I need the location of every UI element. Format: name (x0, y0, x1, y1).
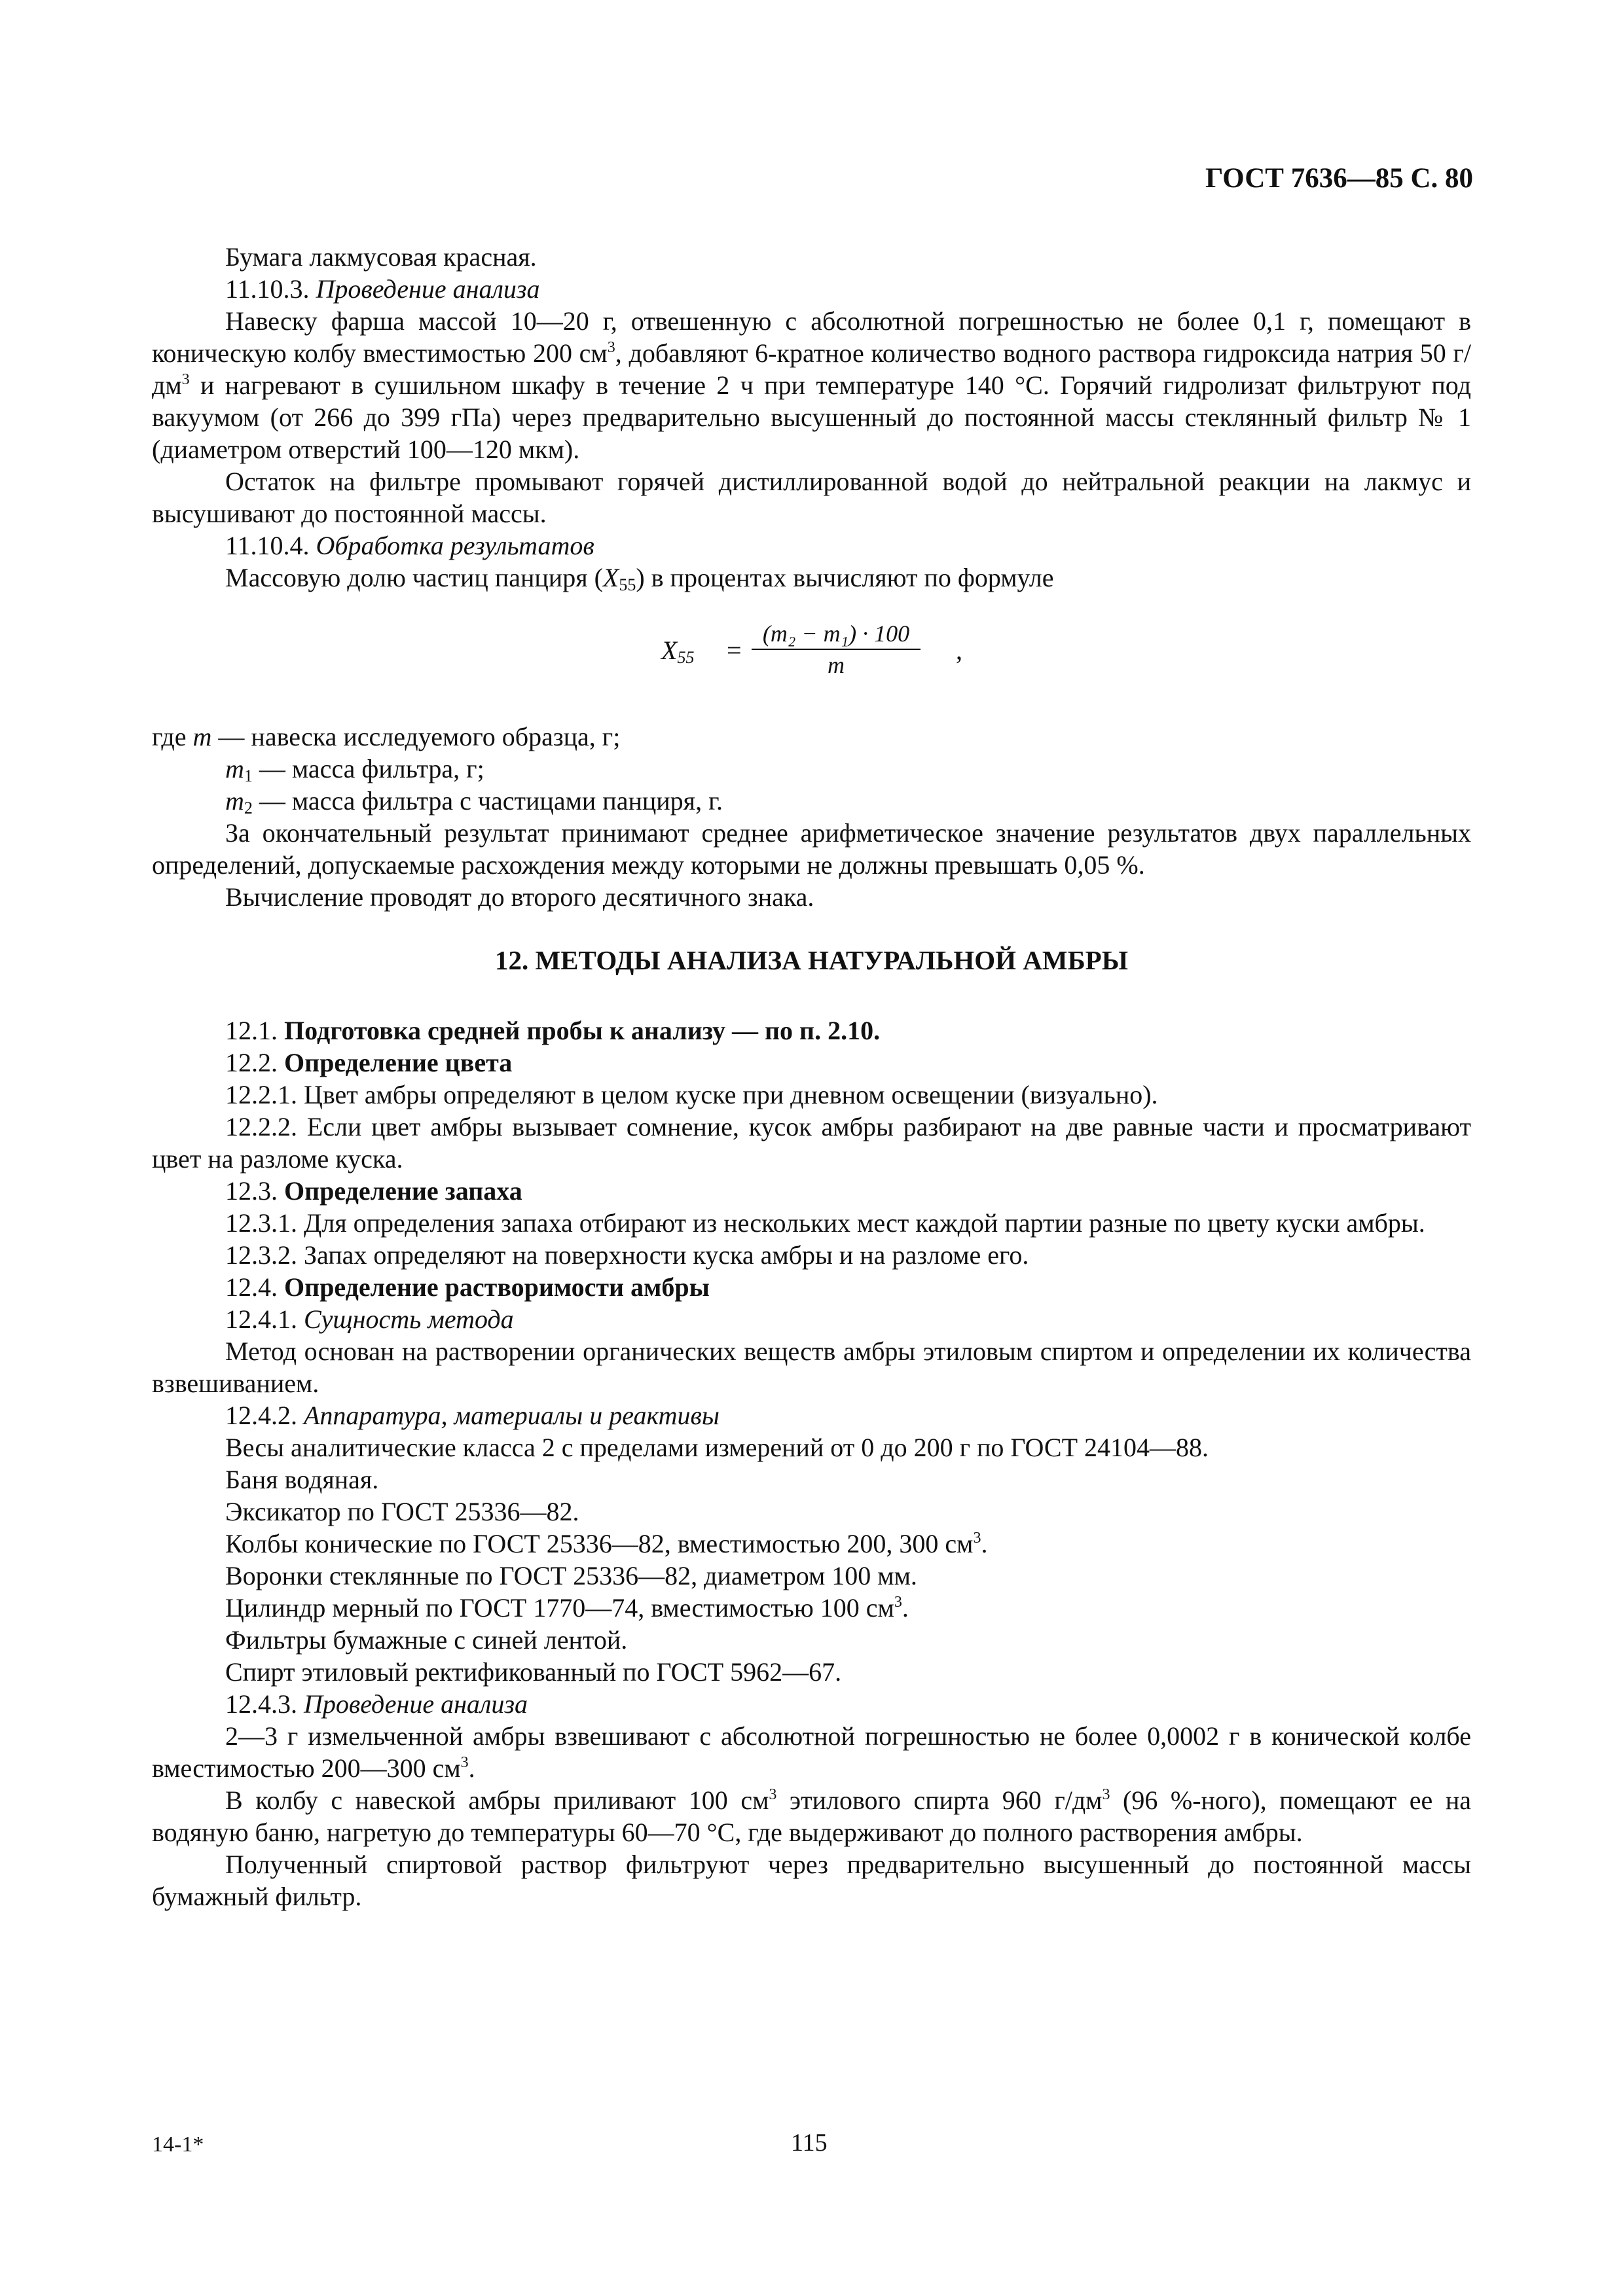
equipment-item: Колбы конические по ГОСТ 25336—82, вместимостью 200, 300 $см^3$. (225, 1529, 988, 1558)
document-body (152, 241, 1471, 1912)
subsection-heading: 11.10.3. Проведение анализа (225, 274, 540, 304)
subsection-heading: 12.1. Подготовка средней пробы к анализу — по п. 2.10. (225, 1016, 881, 1045)
formula-lhs: $X_{55}$ (661, 636, 695, 667)
paragraph: 12.2.1. Цвет амбры определяют в целом куске при дневном освещении (визуально). (225, 1080, 1158, 1109)
subsection-heading: 12.4.3. Проведение анализа (225, 1689, 528, 1719)
paragraph: Метод основан на растворении органических веществ амбры этиловым спиртом и определении их количества взвешиванием. (152, 1336, 1471, 1398)
formula (152, 620, 1471, 692)
subsection-heading: 12.4.1. Сущность метода (225, 1304, 514, 1334)
paragraph: Остаток на фильтре промывают горячей дистиллированной водой до нейтральной реакции на лакмус и высушивают до постоянной массы. (152, 467, 1471, 528)
subsection-heading: 12.2. Определение цвета (225, 1048, 513, 1077)
subsection-heading: 12.4.2. Аппаратура, материалы и реактивы (225, 1401, 720, 1430)
page-header: ГОСТ 7636—85 С. 80 (1205, 163, 1473, 194)
equipment-item: Эксикатор по ГОСТ 25336—82. (225, 1497, 579, 1526)
page-number: 115 (791, 2129, 828, 2157)
equipment-item: Фильтры бумажные с синей лентой. (225, 1625, 628, 1655)
section-title: 12. МЕТОДЫ АНАЛИЗА НАТУРАЛЬНОЙ АМБРЫ (494, 945, 1128, 975)
equipment-item: Воронки стеклянные по ГОСТ 25336—82, диаметром 100 мм. (225, 1561, 917, 1590)
where-line: где m — навеска исследуемого образца, г; (152, 722, 621, 751)
paragraph: В колбу с навеской амбры приливают 100 $см^3$ этилового спирта 960 $г/дм^3$ (96 %-ного), помещают ее на водяную баню, нагретую до температуры 60—70 °С, где выдерживают до полного растворения амбры. (152, 1785, 1471, 1847)
paragraph: Массовую долю частиц панциря $(X_{55})$ в процентах вычисляют по формуле (225, 563, 1054, 594)
formula-numerator: (m₂ − m₁) · 100 (762, 620, 910, 647)
equipment-item: Спирт этиловый ректификованный по ГОСТ 5962—67. (225, 1657, 842, 1687)
equipment-item: Цилиндр мерный по ГОСТ 1770—74, вместимостью 100 $см^3$. (225, 1593, 909, 1623)
subsection-heading: 12.3. Определение запаха (225, 1176, 522, 1206)
paragraph: 12.3.2. Запах определяют на поверхности куска амбры и на разломе его. (225, 1240, 1029, 1270)
subsection-heading: 12.4. Определение растворимости амбры (225, 1272, 710, 1302)
paragraph: 12.2.2. Если цвет амбры вызывает сомнение, кусок амбры разбирают на две равные части и просматривают цвет на разломе куска. (152, 1112, 1471, 1174)
footer-signature-mark: 14-1* (152, 2132, 204, 2157)
paragraph: Навеску фарша массой 10—20 г, отвешенную с абсолютной погрешностью не более 0,1 г, помещают в коническую колбу вместимостью 200 $см^3$, добавляют 6-кратное количество водного раствора гидроксида натрия 50 $г/дм^3$ и нагревают в сушильном шкафу в течение 2 ч при температуре 140 °С. Горячий гидролизат фильтруют под вакуумом (от 266 до 399 гПа) через предварительно высушенный до постоянной массы стеклянный фильтр № 1 (диаметром отверстий 100—120 мкм). (152, 306, 1472, 464)
paragraph: Полученный спиртовой раствор фильтруют через предварительно высушенный до постоянной массы бумажный фильтр. (152, 1850, 1471, 1911)
paragraph: За окончательный результат принимают среднее арифметическое значение результатов двух параллельных определений, допускаемые расхождения между которыми не должны превышать 0,05 %. (152, 818, 1471, 880)
formula-fraction (752, 620, 921, 679)
formula-comma: , (956, 636, 962, 665)
subsection-heading: 11.10.4. Обработка результатов (225, 531, 594, 560)
equipment-item: Баня водяная. (225, 1465, 379, 1494)
formula-denominator: m (828, 652, 845, 678)
paragraph: Вычисление проводят до второго десятичного знака. (225, 882, 814, 912)
equipment-item: Весы аналитические класса 2 с пределами измерений от 0 до 200 г по ГОСТ 24104—88. (225, 1433, 1209, 1462)
paragraph: 2—3 г измельченной амбры взвешивают с абсолютной погрешностью не более 0,0002 г в конической колбе вместимостью 200—300 $см^3$. (152, 1721, 1471, 1783)
paragraph: 12.3.1. Для определения запаха отбирают из нескольких мест каждой партии разные по цвету куски амбры. (225, 1208, 1425, 1238)
fraction-bar (752, 649, 921, 650)
where-line: $m_1$ — масса фильтра, г; (225, 754, 484, 785)
formula-equals: = (727, 636, 742, 665)
where-line: $m_2$ — масса фильтра с частицами панциря, г. (225, 786, 723, 817)
paragraph: Бумага лакмусовая красная. (225, 242, 537, 272)
